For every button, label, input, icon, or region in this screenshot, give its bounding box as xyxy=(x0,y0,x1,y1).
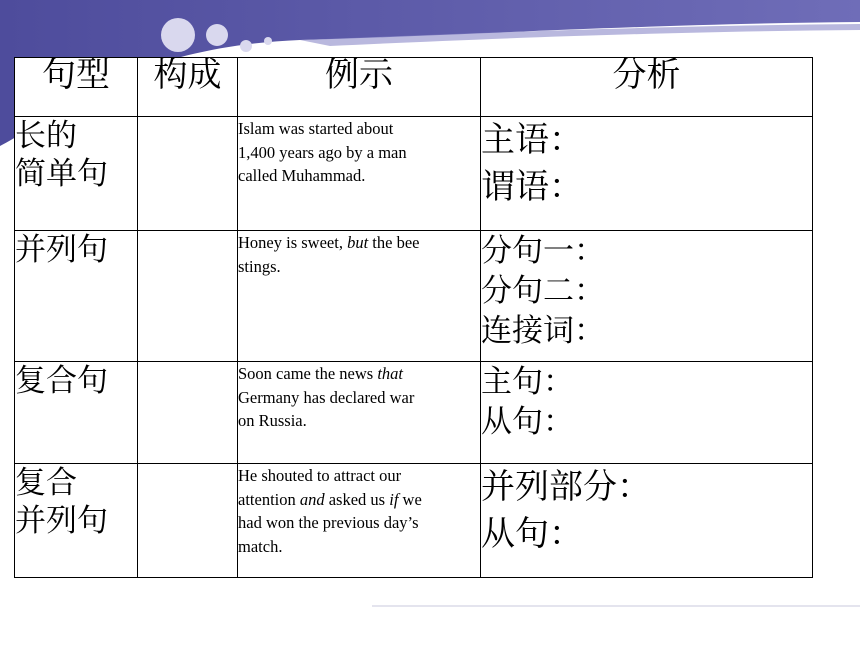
header-sentence-type: 句型 xyxy=(15,58,138,117)
example-line: match. xyxy=(238,536,283,556)
header-row xyxy=(15,58,813,117)
table-row xyxy=(15,117,813,231)
composition-cell xyxy=(138,464,238,578)
analysis-label: 谓语： xyxy=(481,167,583,207)
analysis-cell xyxy=(481,117,813,231)
analysis-label: 分句一： xyxy=(481,233,605,269)
example-line: attention and asked us if we xyxy=(238,489,422,509)
example-line: Honey is sweet, but the bee xyxy=(238,233,420,252)
example-cell xyxy=(238,362,481,464)
example-line: stings. xyxy=(238,256,281,276)
table-row xyxy=(15,231,813,362)
sentence-type-label: 长的 xyxy=(15,118,77,154)
analysis-label: 从句： xyxy=(481,514,583,554)
table-row xyxy=(15,464,813,578)
analysis-label: 分句二： xyxy=(481,273,605,309)
conjunction-highlight: and xyxy=(299,489,325,509)
conjunction-highlight: that xyxy=(377,364,403,383)
example-cell xyxy=(238,231,481,362)
example-line: Germany has declared war xyxy=(238,387,415,407)
example-line: Islam was started about xyxy=(238,119,394,138)
header-example: 例示 xyxy=(238,58,481,117)
analysis-label: 主句： xyxy=(481,364,574,400)
analysis-cell xyxy=(481,464,813,578)
sentence-type-cell xyxy=(15,117,138,231)
decor-circle xyxy=(264,37,272,45)
sentence-type-label: 复合 xyxy=(15,465,77,501)
example-line: He shouted to attract our xyxy=(238,466,402,485)
example-cell xyxy=(238,117,481,231)
sentence-type-label: 并列句 xyxy=(15,503,108,539)
conjunction-highlight: but xyxy=(347,233,369,252)
table-row xyxy=(15,362,813,464)
decor-circle xyxy=(161,18,195,52)
sentence-type-cell xyxy=(15,231,138,362)
analysis-label: 连接词： xyxy=(481,313,605,349)
sentence-type-cell xyxy=(15,362,138,464)
header-analysis: 分析 xyxy=(481,58,813,117)
analysis-label: 从句： xyxy=(481,404,574,440)
example-line: called Muhammad. xyxy=(238,166,366,185)
example-line: Soon came the news that xyxy=(238,364,403,383)
sentence-type-label: 简单句 xyxy=(15,156,108,192)
decor-circle xyxy=(240,40,252,52)
sentence-type-cell xyxy=(15,464,138,578)
example-line: 1,400 years ago by a man xyxy=(238,142,407,162)
example-cell xyxy=(238,464,481,578)
sentence-type-label: 复合句 xyxy=(15,363,108,399)
sentence-type-label: 并列句 xyxy=(15,232,108,268)
composition-cell xyxy=(138,231,238,362)
analysis-label: 并列部分： xyxy=(481,467,651,507)
decor-circle xyxy=(206,24,228,46)
analysis-cell xyxy=(481,362,813,464)
example-line: had won the previous day’s xyxy=(238,513,419,532)
composition-cell xyxy=(138,362,238,464)
conjunction-highlight: if xyxy=(389,489,399,509)
analysis-cell xyxy=(481,231,813,362)
analysis-label: 主语： xyxy=(481,120,583,160)
example-line: on Russia. xyxy=(238,411,307,430)
header-composition: 构成 xyxy=(138,58,238,117)
composition-cell xyxy=(138,117,238,231)
sentence-type-table xyxy=(14,57,813,578)
